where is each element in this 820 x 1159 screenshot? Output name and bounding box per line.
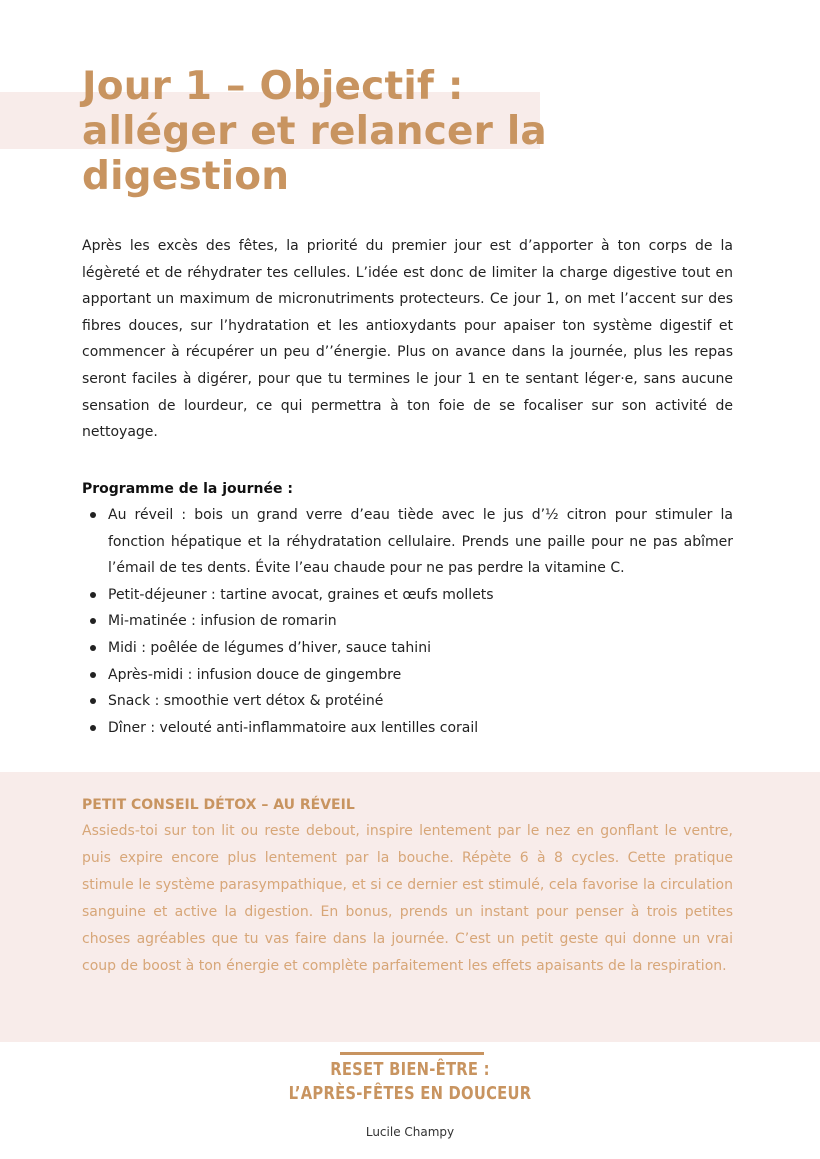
bullet-icon xyxy=(90,645,96,651)
program-list xyxy=(82,502,733,741)
bullet-icon xyxy=(90,672,96,678)
bullet-icon xyxy=(90,725,96,731)
program-item-text: Après-midi : infusion douce de gingembre xyxy=(108,666,402,683)
program-item-text: Au réveil : bois un grand verre d’eau tiède avec le jus d’½ citron pour stimuler la fonction hépatique et la réhydratation cellulaire. Prends une paille pour ne pas abîmer l’émail de tes dents. Évite l’eau chaude pour ne pas perdre la vitamine C. xyxy=(108,507,733,577)
tip-text: Assieds-toi sur ton lit ou reste debout, inspire lentement par le nez en gonflant le ventre, puis expire encore plus lentement par la bouche. Répète 6 à 8 cycles. Cette pratique stimule le système parasympathique, et si ce dernier est stimulé, cela favorise la circulation sanguine et active la digestion. En bonus, prends un instant pour penser à trois petites choses agréables que tu vas faire dans la journée. C’est un petit geste qui donne un vrai coup de boost à ton énergie et complète parfaitement les effets apaisants de la respiration. xyxy=(82,823,733,974)
program-item-wakeup xyxy=(82,502,733,582)
program-heading: Programme de la journée : xyxy=(82,481,293,497)
intro-paragraph: Après les excès des fêtes, la priorité du premier jour est d’apporter à ton corps de la légèreté et de réhydrater tes cellules. L’idée est donc de limiter la charge digestive tout en apportant un maximum de micronutriments protecteurs. Ce jour 1, on met l’accent sur des fibres douces, sur l’hydratation et les antioxydants pour apaiser ton système digestif et commencer à récupérer un peu d’’énergie. Plus on avance dans la journée, plus les repas seront faciles à digérer, pour que tu termines le jour 1 en te sentant léger·e, sans aucune sensation de lourdeur, ce qui permettra à ton foie de se focaliser sur son activité de nettoyage. xyxy=(82,238,733,441)
footer-title-line1: RESET BIEN-ÊTRE : xyxy=(330,1059,490,1080)
program-item-snack xyxy=(82,688,733,715)
program-item-text: Petit-déjeuner : tartine avocat, graines et œufs mollets xyxy=(108,586,494,603)
program-item-breakfast xyxy=(82,582,733,609)
bullet-icon xyxy=(90,512,96,518)
footer-author: Lucile Champy xyxy=(365,1125,455,1139)
bullet-icon xyxy=(90,592,96,598)
program-item-text: Mi-matinée : infusion de romarin xyxy=(108,613,337,630)
program-item-dinner xyxy=(82,715,733,742)
bullet-icon xyxy=(90,698,96,704)
program-item-text: Snack : smoothie vert détox & protéiné xyxy=(108,693,384,710)
page-title: Jour 1 – Objectif : alléger et relancer la digestion xyxy=(82,64,547,199)
footer-title-line2: L’APRÈS-FÊTES EN DOUCEUR xyxy=(288,1083,532,1104)
program-item-midmorning xyxy=(82,608,733,635)
footer-divider xyxy=(340,1052,484,1055)
program-item-text: Dîner : velouté anti-inflammatoire aux lentilles corail xyxy=(108,719,479,736)
tip-title: PETIT CONSEIL DÉTOX – AU RÉVEIL xyxy=(82,797,355,813)
footer-title xyxy=(246,1058,574,1106)
bullet-icon xyxy=(90,618,96,624)
program-item-afternoon xyxy=(82,662,733,689)
program-item-lunch xyxy=(82,635,733,662)
program-item-text: Midi : poêlée de légumes d’hiver, sauce tahini xyxy=(108,639,431,656)
